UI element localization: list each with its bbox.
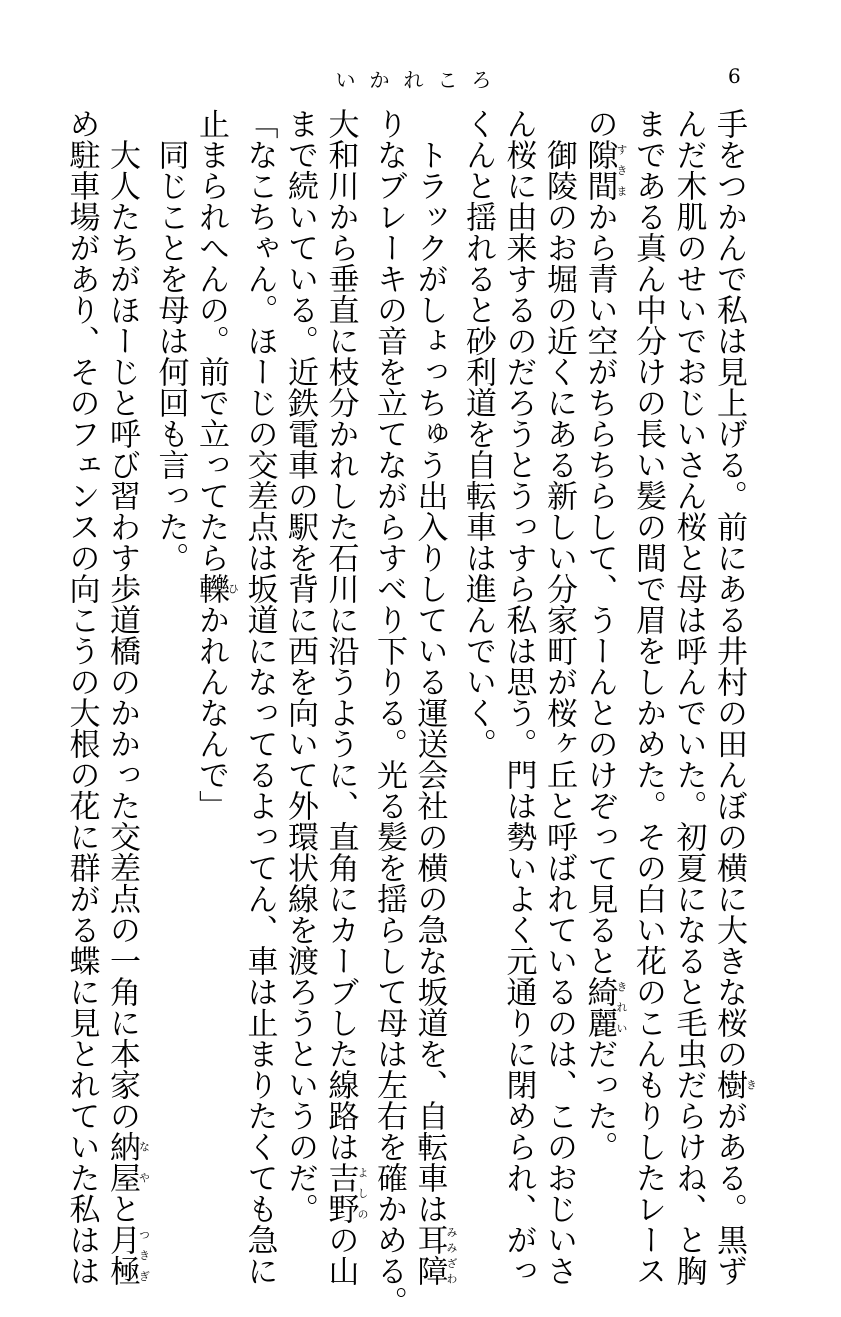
text-segment: くんと揺れると砂利道を自転車は進んでいく。 — [460, 108, 496, 759]
text-segment: から青い空がちらちらして、うーんとのけぞって見ると — [581, 201, 618, 976]
text-line — [668, 108, 709, 1286]
ruby-reading: すきま — [615, 139, 628, 201]
running-header-title: いかれころ — [335, 68, 506, 92]
text-segment: ん桜に由来するのだろうとうっすら私は思う。門は勢いよく元通りに閉められ、がっ — [500, 108, 537, 1286]
ruby-base: 月極 — [104, 1224, 140, 1286]
text-line — [102, 108, 151, 1286]
text-line — [150, 108, 191, 1128]
ruby-reading: つきぎ — [137, 1224, 151, 1286]
text-line — [628, 108, 669, 1286]
ruby-base: 吉野 — [322, 1162, 359, 1224]
text-line — [61, 108, 102, 1286]
text-line — [579, 108, 628, 1162]
ruby-word — [411, 1224, 458, 1286]
ruby-base: 綺麗 — [581, 976, 618, 1038]
ruby-reading: みみざわ — [445, 1224, 458, 1286]
ruby-reading: き — [744, 1069, 758, 1100]
ruby-base: 納屋 — [104, 1131, 140, 1193]
text-segment: 大人たちがほーじと呼び習わす歩道橋のかかった交差点の一角に本家の — [104, 108, 140, 1131]
page-number: 6 — [728, 64, 741, 88]
text-segment: んだ木肌のせいでおじいさん桜と母は呼んでいた。初夏になると毛虫だらけね、と胸 — [670, 108, 707, 1286]
ruby-base: 樹 — [711, 1069, 747, 1100]
text-line — [458, 108, 499, 1128]
ruby-word — [581, 139, 628, 201]
text-line — [320, 108, 369, 1286]
text-line — [369, 108, 410, 1317]
text-line — [280, 108, 321, 1224]
text-segment: がある。黒ず — [711, 1100, 747, 1286]
text-segment: と — [104, 1193, 140, 1224]
ruby-reading: なや — [137, 1131, 151, 1193]
text-line — [191, 108, 240, 1128]
text-segment: トラックがしょっちゅう出入りしている運送会社の横の急な坂道を、自転車は — [411, 108, 448, 1224]
ruby-reading: よしの — [356, 1162, 369, 1224]
text-segment: まである真ん中分けの長い髪の間で眉をしかめた。その白い花のこんもりしたレース — [630, 108, 666, 1286]
text-segment: かれんなんで」 — [193, 604, 229, 821]
text-segment: 手をつかんで私は見上げる。前にある井村の田んぼの横に大きな桜の — [711, 108, 747, 1069]
text-segment: め駐車場があり、そのフェンスの向こうの大根の花に群がる蝶に見とれていた私はは — [63, 108, 100, 1286]
text-segment: まで続いている。近鉄電車の駅を背に西を向いて外環状線を渡ろうというのだ。 — [282, 108, 318, 1224]
text-segment: 止まられへんの。前で立ってたら — [193, 108, 229, 573]
ruby-word — [104, 1224, 151, 1286]
text-segment: だった。 — [581, 1038, 618, 1162]
text-segment: 同じことを母は何回も言った。 — [152, 108, 189, 573]
ruby-word — [711, 1069, 758, 1100]
text-line — [239, 108, 280, 1286]
ruby-word — [581, 976, 628, 1038]
vertical-body-text — [63, 108, 758, 1317]
text-segment: りなブレーキの音を立てながらすべり下りる。光る髪を揺らして母は左右を確かめる。 — [371, 108, 407, 1317]
text-line — [409, 108, 458, 1286]
text-segment: 「なこちゃん。ほーじの交差点は坂道になってるよってん、車は止まりたくても急に — [241, 108, 278, 1286]
text-line — [709, 108, 758, 1286]
ruby-reading: ひ — [226, 573, 240, 604]
text-segment: 御陵のお堀の近くにある新しい分家町が桜ヶ丘と呼ばれているのは、このおじいさ — [541, 108, 577, 1286]
ruby-base: 耳障 — [411, 1224, 448, 1286]
ruby-word — [193, 573, 240, 604]
ruby-word — [104, 1131, 151, 1193]
ruby-base: 轢 — [193, 573, 229, 604]
text-line — [539, 108, 580, 1286]
ruby-reading: きれい — [615, 976, 628, 1038]
text-segment: 大和川から垂直に枝分かれした石川に沿うように、直角にカーブした線路は — [322, 108, 359, 1162]
ruby-base: 隙間 — [581, 139, 618, 201]
ruby-word — [322, 1162, 369, 1224]
text-segment: の山 — [322, 1224, 359, 1286]
text-line — [498, 108, 539, 1286]
text-segment: の — [581, 108, 618, 139]
